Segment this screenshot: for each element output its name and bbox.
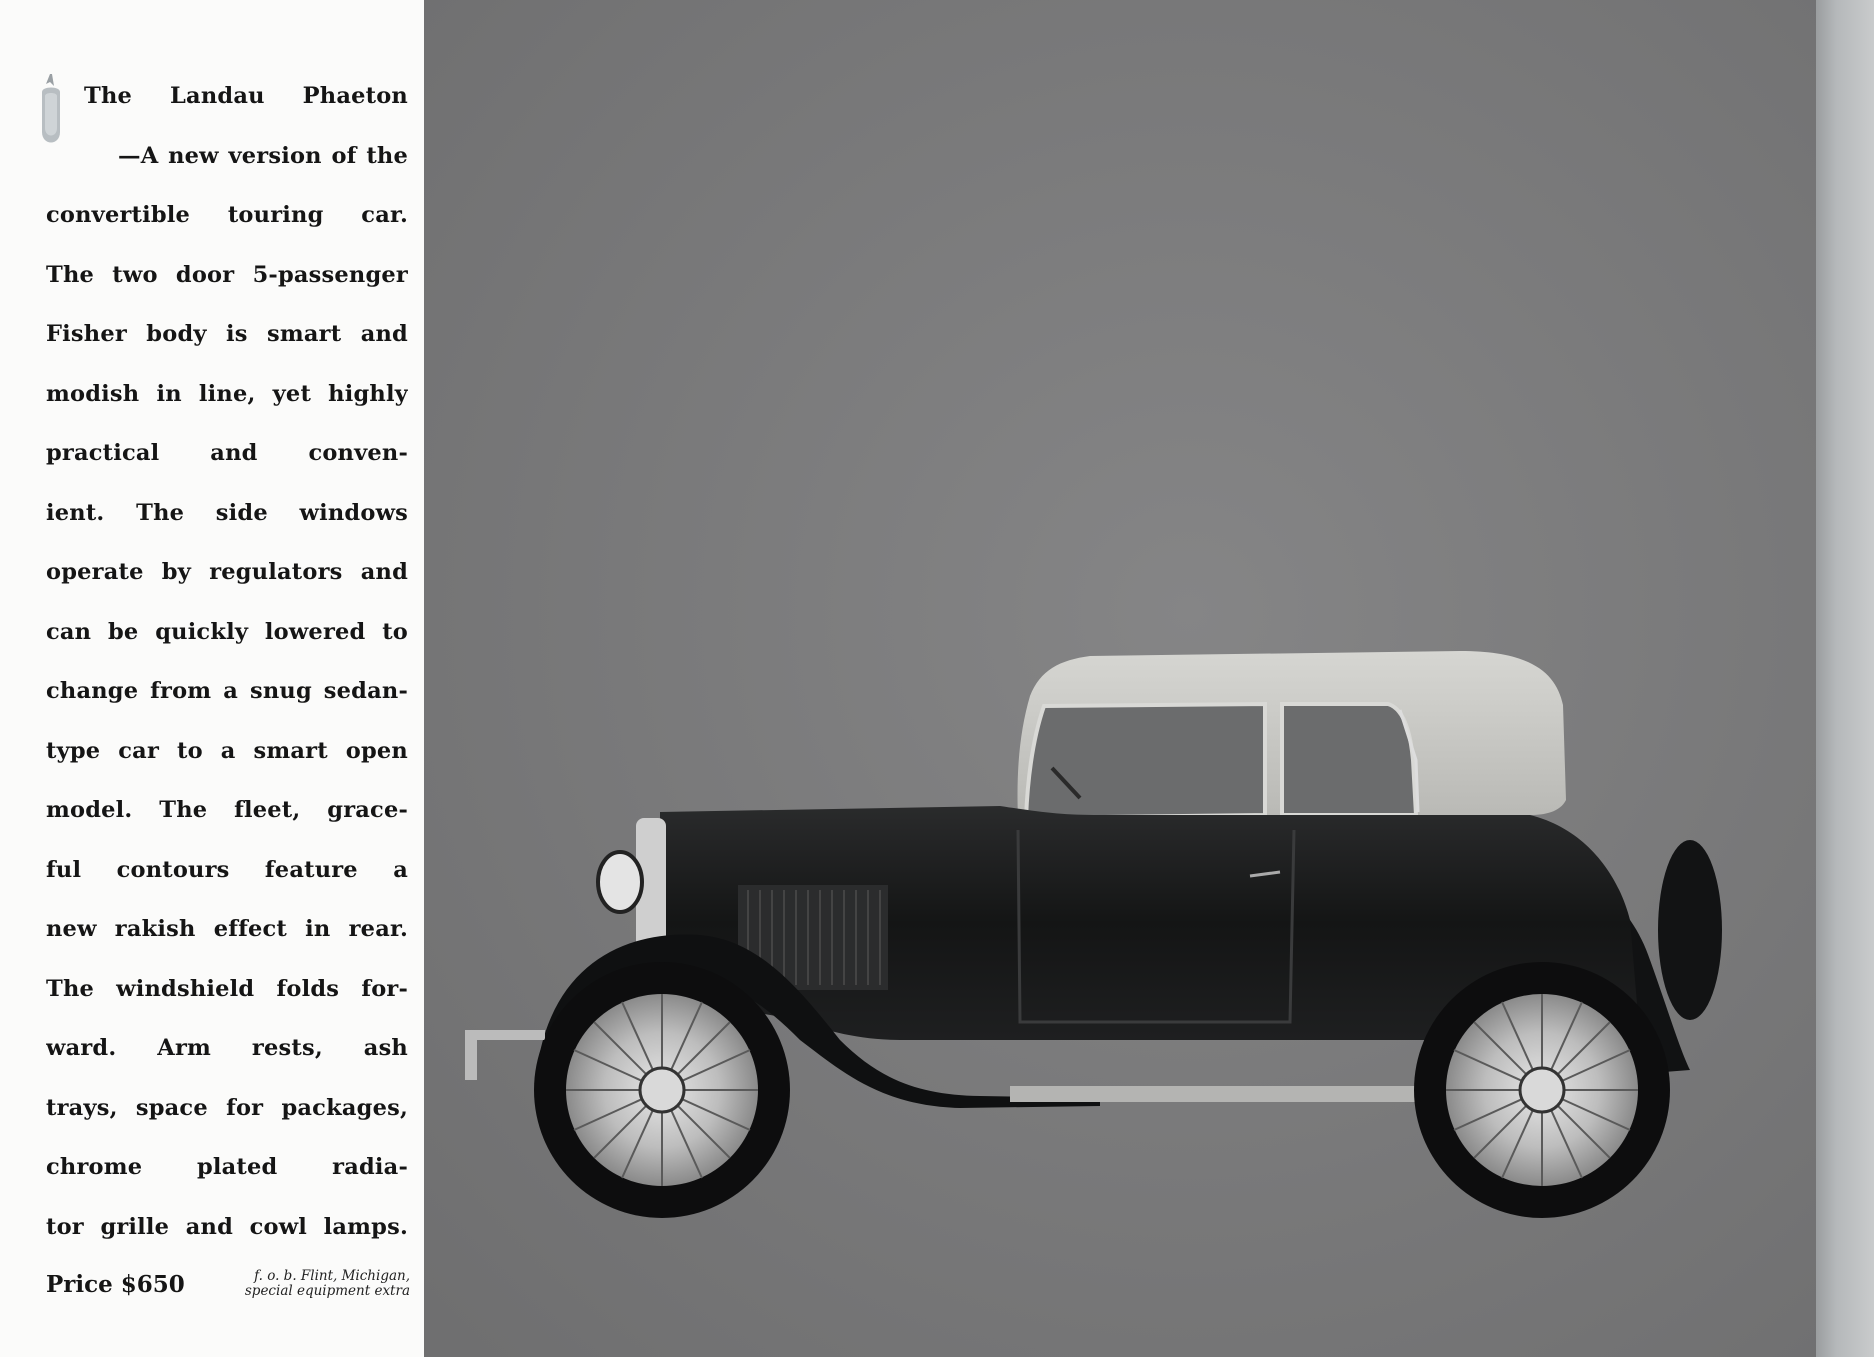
front-wheel: [534, 962, 790, 1218]
page-gutter: [1816, 0, 1874, 1357]
price-note: [245, 1269, 410, 1299]
price-note-line: special equipment extra: [244, 1283, 410, 1299]
description-line: operate by regulators and: [46, 559, 408, 585]
rear-wheel: [1414, 962, 1670, 1218]
description-line: ful contours feature a: [46, 856, 408, 883]
running-board: [1010, 1086, 1430, 1102]
description-line: tor grille and cowl lamps.: [46, 1213, 408, 1240]
description-line: The two door 5-passenger: [46, 261, 408, 288]
rear-side-window: [1282, 704, 1416, 815]
description-line: change from a snug sedan-: [46, 678, 408, 704]
description-line: chrome plated radia-: [46, 1154, 408, 1180]
landau-phaeton-illustration: [424, 0, 1816, 1357]
description-line: ient. The side windows: [46, 499, 408, 526]
price-note-line: f. o. b. Flint, Michigan,: [254, 1268, 410, 1284]
description-line: ward. Arm rests, ash: [46, 1035, 408, 1061]
description-text: [46, 74, 408, 1264]
car-photo: [424, 0, 1816, 1357]
description-line: new rakish effect in rear.: [46, 916, 408, 942]
description-line: trays, space for packages,: [46, 1094, 408, 1121]
description-line: The windshield folds for-: [46, 975, 408, 1002]
headlamp: [598, 852, 642, 912]
description-line: type car to a smart open: [46, 737, 408, 764]
description-line: practical and conven-: [46, 440, 408, 466]
description-line: model. The fleet, grace-: [46, 797, 408, 823]
description-line: modish in line, yet highly: [46, 380, 408, 407]
description-line: can be quickly lowered to: [46, 618, 408, 645]
front-side-window: [1026, 704, 1265, 818]
description-column: [0, 0, 424, 1357]
description-line: Fisher body is smart and: [46, 321, 408, 347]
description-line: convertible touring car.: [46, 202, 408, 228]
description-line: —A new version of the: [118, 142, 408, 169]
price-label: Price $650: [46, 1270, 185, 1298]
price-row: [46, 1254, 410, 1314]
description-line: The Landau Phaeton: [84, 83, 408, 109]
spare-tire: [1658, 840, 1722, 1020]
